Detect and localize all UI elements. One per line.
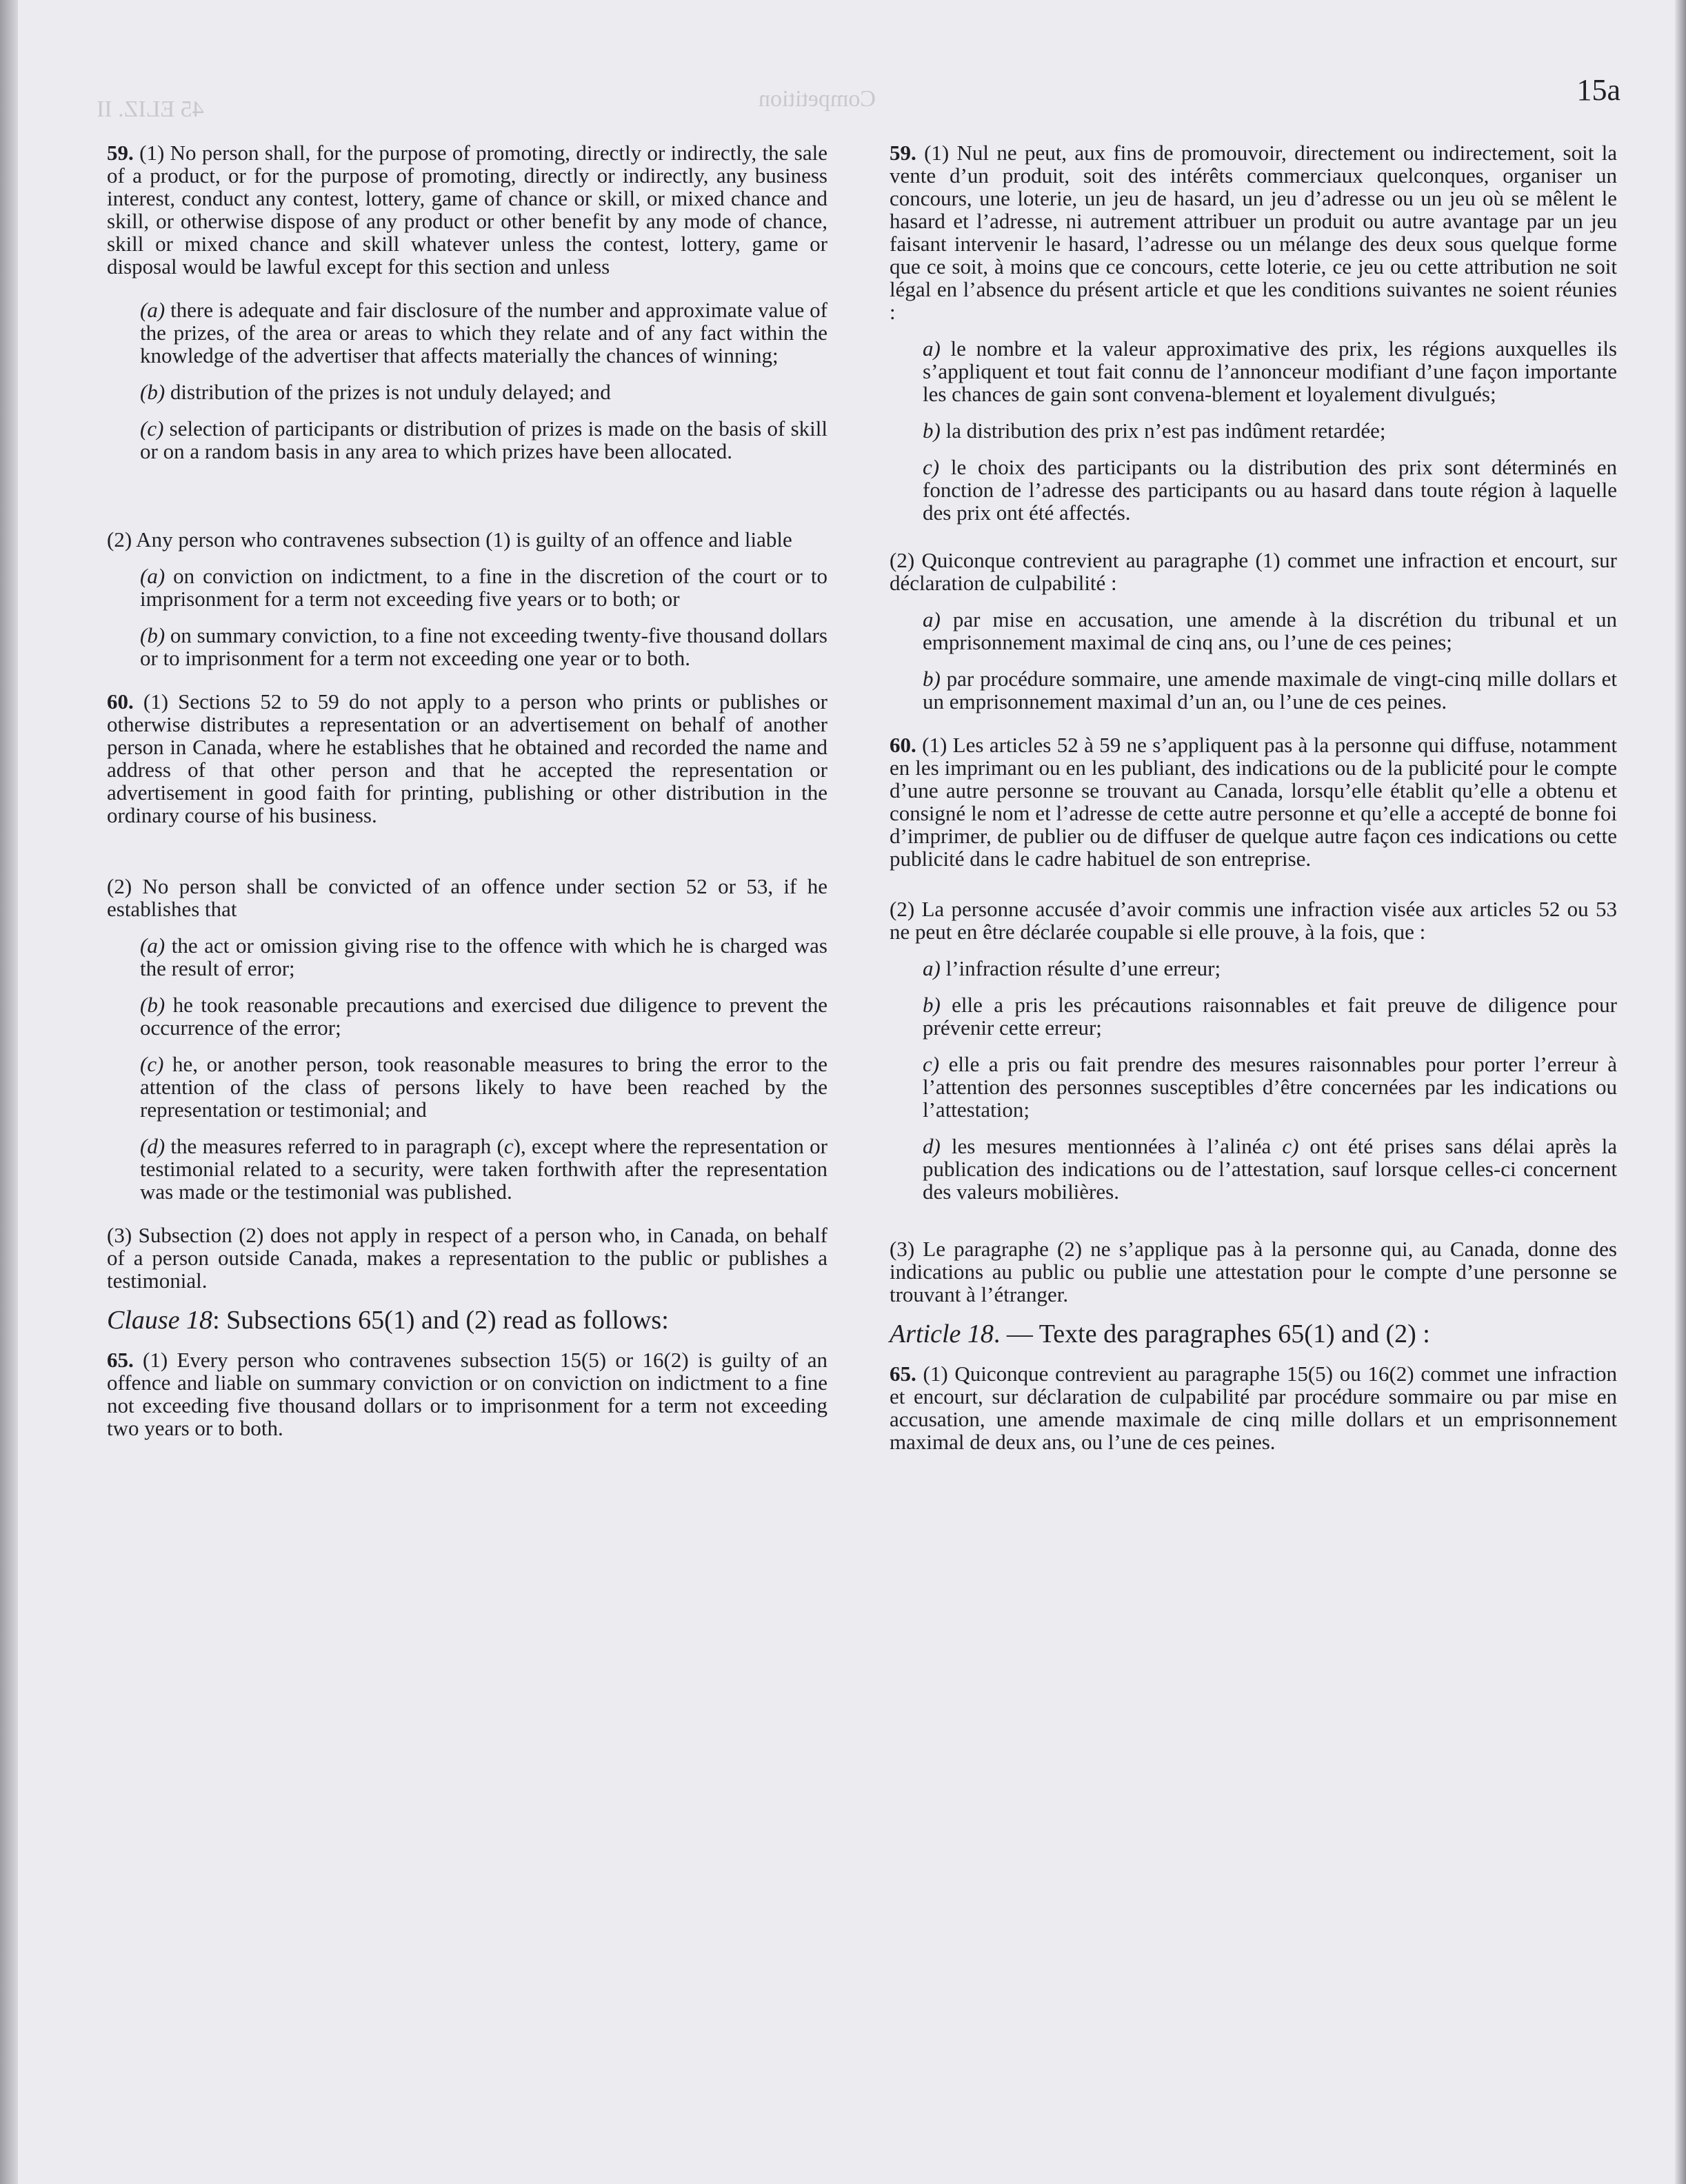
alinea-59-2-a — [923, 608, 1617, 654]
paragraph-text: elle a pris ou fait prendre des mesures raisonnables pour porter l’erreur à l’attention des personnes susceptibles d’être concernées par les indications ou l’attestation; — [923, 1052, 1617, 1122]
section-60-1 — [107, 690, 827, 827]
paragraph-59-1-b — [140, 381, 827, 403]
paragraph-text: on conviction on indictment, to a fine in the discretion of the court or to imprisonment for a term not exceeding five years or to both; or — [140, 564, 827, 611]
subsection-59-2: (2) Any person who contravenes subsection (1) is guilty of an offence and liable — [107, 527, 792, 552]
paragraph-label: (c) — [140, 416, 164, 441]
paragraph-text: there is adequate and fair disclosure of the number and approximate value of the prizes, of the area or areas to which they relate and of any fact within the knowledge of the advertiser that affects materially the chances of winning; — [140, 298, 827, 367]
paragraph-label: (b) — [140, 380, 165, 404]
section-number: 65. — [890, 1362, 916, 1386]
alinea-60-2-a — [923, 957, 1617, 980]
scan-right-edge — [1675, 0, 1686, 2184]
paragraph-label: b) — [923, 418, 941, 443]
article-label: Article 18 — [890, 1320, 994, 1348]
bleed-through-header-left: 45 ELIZ. II — [97, 97, 204, 122]
paragraph-label: (d) — [140, 1134, 165, 1158]
paragraph-59-2-b — [140, 624, 827, 669]
paragraph-label: (a) — [140, 298, 165, 322]
paragraph-label: a) — [923, 336, 941, 361]
article-60-1 — [890, 734, 1617, 870]
section-59-1 — [107, 141, 827, 278]
paragraph-label: c) — [923, 455, 940, 479]
paragraph-reference: c) — [1282, 1134, 1299, 1158]
alinea-59-1-a — [923, 337, 1617, 405]
section-text: (1) Every person who contravenes subsection 15(5) or 16(2) is guilty of an offence and liable on summary conviction or on conviction on indictment to a fine not exceeding five thousand dollars or to imprisonment for a term not exceeding two years or to both. — [107, 1348, 827, 1440]
paragraph-60-2-d — [140, 1135, 827, 1203]
paragraphe-60-3: (3) Le paragraphe (2) ne s’applique pas à la personne qui, au Canada, donne des indications au public ou publie une attestation pour le compte d’une personne se trouvant à l’étranger. — [890, 1237, 1617, 1306]
paragraph-text: le choix des participants ou la distribution des prix sont déterminés en fonction de l’adresse des participants ou au hasard dans toute région à laquelle des prix ont été affectés. — [923, 455, 1617, 525]
section-number: 60. — [107, 689, 134, 714]
paragraph-59-1-c — [140, 417, 827, 463]
paragraph-text: l’infraction résulte d’une erreur; — [940, 956, 1221, 980]
paragraph-text: distribution of the prizes is not unduly delayed; and — [165, 380, 611, 404]
paragraph-text: the act or omission giving rise to the offence with which he is charged was the result of error; — [140, 933, 827, 980]
article-65-1 — [890, 1362, 1617, 1453]
paragraph-label: d) — [923, 1134, 941, 1158]
paragraph-label: c) — [923, 1052, 940, 1076]
section-number: 60. — [890, 733, 916, 757]
subsection-60-3: (3) Subsection (2) does not apply in respect of a person who, in Canada, on behalf of a person outside Canada, makes a representation to the public or publishes a testimonial. — [107, 1223, 827, 1293]
paragraph-60-2-a — [140, 934, 827, 980]
section-number: 65. — [107, 1348, 134, 1372]
paragraph-label: a) — [923, 607, 941, 631]
clause-label: Clause 18 — [107, 1306, 213, 1335]
clause-18-heading — [107, 1306, 827, 1335]
alinea-60-2-c — [923, 1053, 1617, 1121]
paragraph-label: a) — [923, 956, 941, 980]
page-number: 15a — [1576, 73, 1620, 107]
bleed-through-header: Competition — [759, 86, 876, 112]
paragraph-text: selection of participants or distribution of prizes is made on the basis of skill or on a random basis in any area to which prizes have been allocated. — [140, 416, 827, 463]
article-59-1 — [890, 141, 1617, 323]
subsection-60-2: (2) No person shall be convicted of an offence under section 52 or 53, if he establishes that — [107, 874, 827, 921]
paragraph-label: (b) — [140, 993, 165, 1017]
article-18-heading — [890, 1320, 1617, 1348]
paragraph-text: elle a pris les précautions raisonnables et fait preuve de diligence pour prévenir cette erreur; — [923, 993, 1617, 1040]
paragraph-text: le nombre et la valeur approximative des prix, les régions auxquelles ils s’appliquent et tout fait connu de l’annonceur modifiant d’une façon importante les chances de gain sont convena-blement et loyalement divulgués; — [923, 336, 1617, 406]
paragraph-text: he, or another person, took reasonable measures to bring the error to the attention of the class of persons likely to have been reached by the representation or testimonial; and — [140, 1052, 827, 1122]
clause-text: : Subsections 65(1) and (2) read as follows: — [212, 1306, 669, 1335]
section-number: 59. — [107, 141, 134, 165]
paragraph-text: on summary conviction, to a fine not exceeding twenty-five thousand dollars or to imprisonment for a term not exceeding one year or to both. — [140, 623, 827, 670]
paragraph-reference: c — [503, 1134, 514, 1158]
french-column — [890, 141, 1617, 1467]
section-text: (1) Sections 52 to 59 do not apply to a person who prints or publishes or otherwise distributes a representation or an advertisement on behalf of another person in Canada, where he establishes that he obtained and recorded the name and address of that other person and that he accepted the representation or advertisement in good faith for printing, publishing or other distribution in the ordinary course of his business. — [107, 689, 827, 827]
section-number: 59. — [890, 141, 916, 165]
paragraphe-60-2: (2) La personne accusée d’avoir commis une infraction visée aux articles 52 ou 53 ne peut en être déclarée coupable si elle prouve, à la fois, que : — [890, 897, 1617, 944]
paragraph-59-2-a — [140, 565, 827, 610]
paragraph-label: b) — [923, 993, 941, 1017]
paragraph-label: (a) — [140, 564, 165, 588]
paragraph-text: he took reasonable precautions and exercised due diligence to prevent the occurrence of the error; — [140, 993, 827, 1040]
section-text: (1) No person shall, for the purpose of promoting, directly or indirectly, the sale of a product, or for the purpose of promoting, directly or indirectly, any business interest, conduct any contest, lottery, game of chance or skill, or mixed chance and skill, or otherwise dispose of any product or other benefit by any mode of chance, skill or mixed chance and skill whatever unless the contest, lottery, game or disposal would be lawful except for this section and unless — [107, 141, 827, 279]
paragraph-text-cont: ont été prises sans délai après la publication des indications ou de l’attestation, sauf lorsque celles-ci concernent des valeurs mobilières. — [923, 1134, 1617, 1204]
alinea-60-2-d — [923, 1135, 1617, 1203]
paragraph-60-2-b — [140, 993, 827, 1039]
paragraph-text: the measures referred to in paragraph ( — [165, 1134, 504, 1158]
paragraph-text: par procédure sommaire, une amende maximale de vingt-cinq mille dollars et un emprisonnement maximal d’un an, ou l’une de ces peines. — [923, 667, 1617, 714]
alinea-59-1-b — [923, 419, 1617, 442]
paragraph-text: la distribution des prix n’est pas indûment retardée; — [940, 418, 1386, 443]
article-text: . — Texte des paragraphes 65(1) and (2) : — [993, 1320, 1430, 1348]
paragraph-60-2-c — [140, 1053, 827, 1121]
alinea-59-2-b — [923, 667, 1617, 713]
section-65-1 — [107, 1348, 827, 1439]
section-text: (1) Quiconque contrevient au paragraphe 15(5) ou 16(2) commet une infraction et encourt, sur déclaration de culpabilité par procédure sommaire ou par mise en accusation, une amende maximale de cinq mille dollars et un emprisonnement maximal de deux ans, ou l’une de ces peines. — [890, 1362, 1617, 1454]
paragraph-text-cont: ), except where the representation or testimonial related to a security, were taken forthwith after the representation was made or the testimonial was published. — [140, 1134, 827, 1204]
alinea-60-2-b — [923, 993, 1617, 1039]
section-text: (1) Les articles 52 à 59 ne s’appliquent pas à la personne qui diffuse, notamment en les imprimant ou en les publiant, des indications ou de la publicité pour le compte d’une autre personne se trouvant au Canada, lorsqu’elle établit qu’elle a obtenu et consigné le nom et l’adresse de cette autre personne et qu’elle a accepté de bonne foi d’imprimer, de publier ou de diffuser de quelque autre façon ces indications ou cette publicité dans le cadre habituel de son entreprise. — [890, 733, 1617, 871]
english-column — [107, 141, 827, 1453]
paragraph-59-1-a — [140, 299, 827, 367]
paragraph-label: (b) — [140, 623, 165, 647]
scan-left-edge — [0, 0, 18, 2184]
paragraph-label: (c) — [140, 1052, 164, 1076]
alinea-59-1-c — [923, 456, 1617, 524]
paragraph-label: (a) — [140, 933, 165, 958]
paragraph-label: b) — [923, 667, 941, 691]
paragraph-text: par mise en accusation, une amende à la discrétion du tribunal et un emprisonnement maximal de cinq ans, ou l’une de ces peines; — [923, 607, 1617, 654]
paragraphe-59-2: (2) Quiconque contrevient au paragraphe (1) commet une infraction et encourt, sur déclaration de culpabilité : — [890, 548, 1617, 595]
paragraph-text: les mesures mentionnées à l’alinéa — [940, 1134, 1283, 1158]
section-text: (1) Nul ne peut, aux fins de promouvoir, directement ou indirectement, soit la vente d’un produit, soit des intérêts commerciaux quelconques, organiser un concours, une loterie, un jeu de hasard, un jeu d’adresse ou un jeu où se mêlent le hasard et l’adresse, ni autrement attribuer un produit ou autre avantage par un jeu faisant intervenir le hasard, l’adresse ou un mélange des deux sous quelque forme que ce soit, à moins que ce concours, cette loterie, ce jeu ou cette attribution ne soit légal en l’absence du présent article et que les conditions suivantes ne soient réunies : — [890, 141, 1617, 324]
